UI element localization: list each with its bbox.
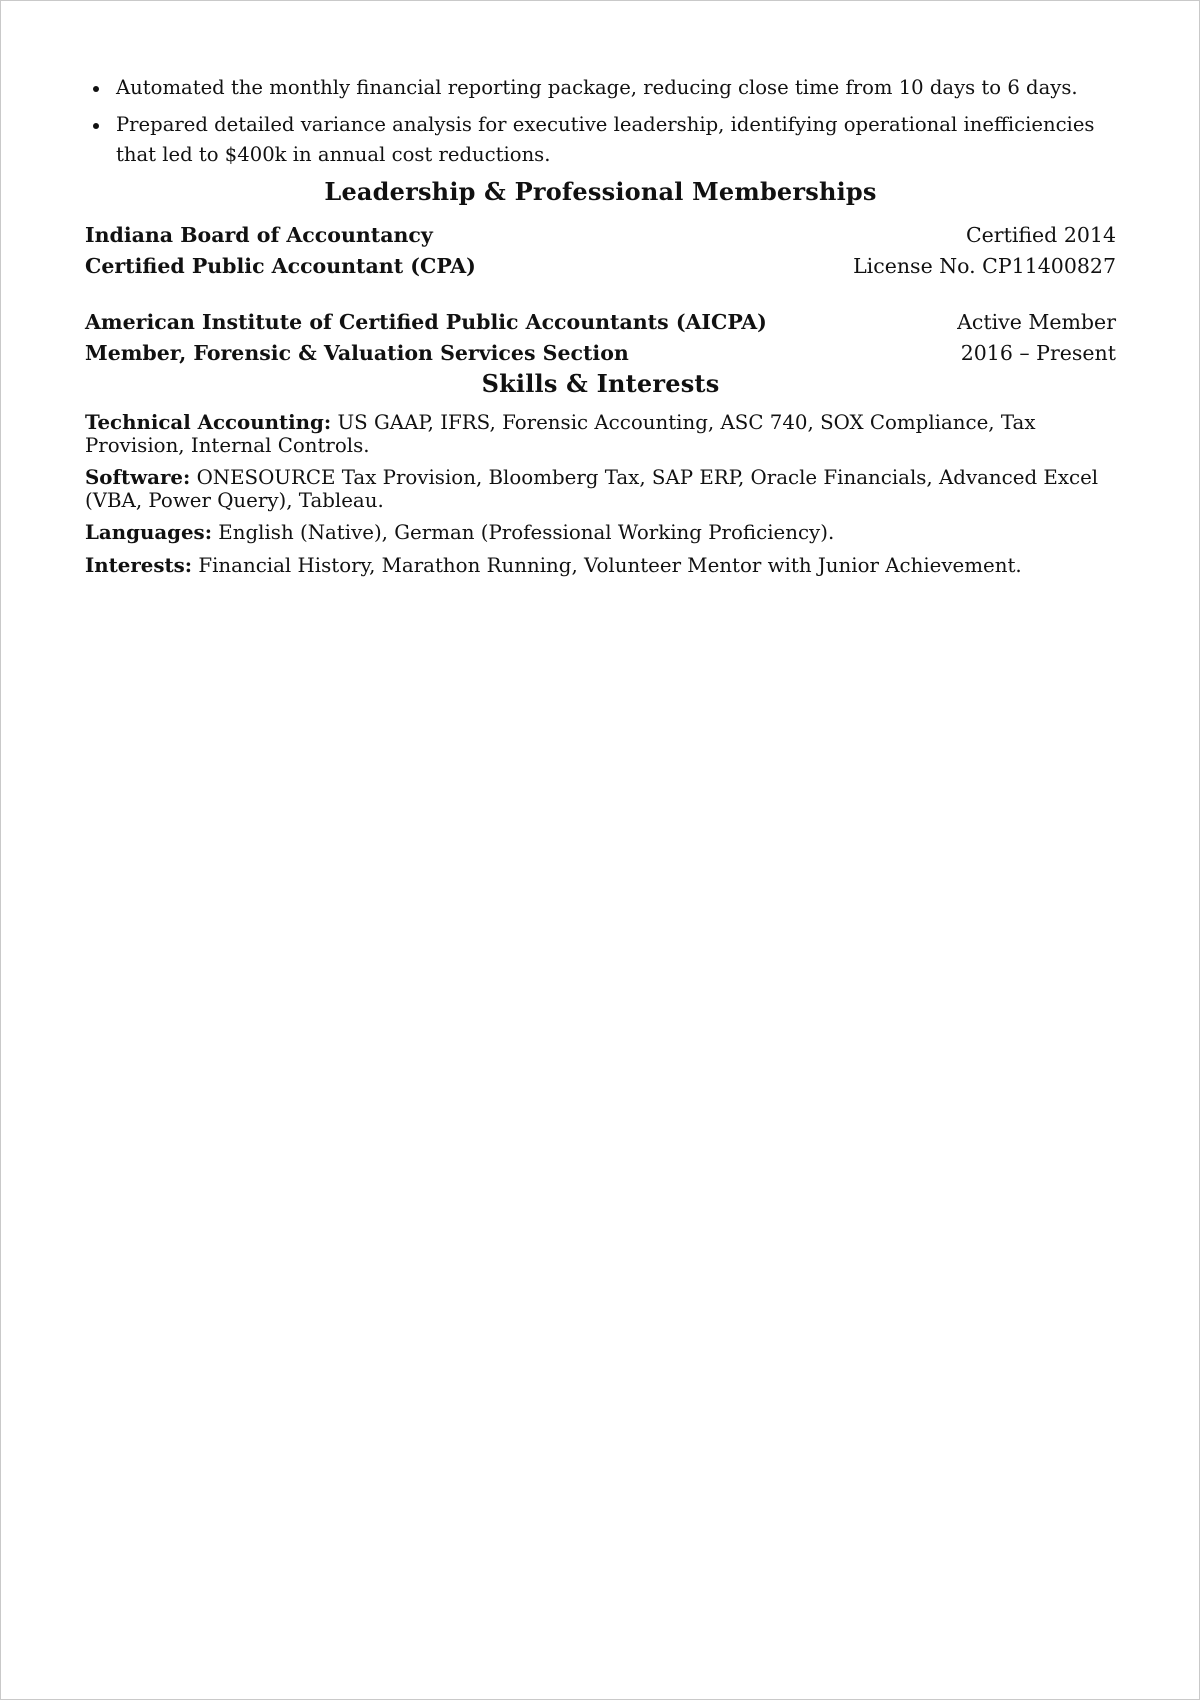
bullet-dot-icon [93, 123, 99, 129]
skill-value: US GAAP, IFRS, Forensic Accounting, ASC 740, SOX Compliance, Tax Provision, Internal Controls. [85, 411, 1036, 457]
bullet-text: Prepared detailed variance analysis for executive leadership, identifying operational inefficiencies that led to $400k in annual cost reductions. [116, 113, 1095, 166]
membership-role: Certified Public Accountant (CPA) [85, 254, 476, 278]
skill-line-software [85, 466, 1116, 512]
skill-value: English (Native), German (Professional Working Proficiency). [218, 521, 835, 544]
membership-role-detail: 2016 – Present [960, 341, 1116, 365]
membership-role-row [85, 251, 1116, 282]
membership-org: Indiana Board of Accountancy [85, 223, 433, 247]
skills-list [85, 411, 1116, 577]
skill-line-languages [85, 521, 1116, 545]
leadership-section-title: Leadership & Professional Memberships [324, 177, 877, 206]
membership-entry [85, 307, 1116, 369]
membership-org: American Institute of Certified Public Accountants (AICPA) [85, 310, 767, 334]
skill-value: Financial History, Marathon Running, Volunteer Mentor with Junior Achievement. [198, 553, 1022, 577]
skill-label: Languages: [85, 520, 212, 544]
skill-line-technical [85, 411, 1116, 457]
skill-value: ONESOURCE Tax Provision, Bloomberg Tax, SAP ERP, Oracle Financials, Advanced Excel (VBA, Power Query), Tableau. [85, 466, 1099, 512]
skill-label: Technical Accounting: [85, 410, 332, 434]
skill-label: Software: [85, 465, 191, 489]
skill-label: Interests: [85, 552, 193, 577]
skills-section-title: Skills & Interests [481, 369, 720, 398]
membership-role: Member, Forensic & Valuation Services Section [85, 341, 629, 365]
membership-org-row [85, 220, 1116, 251]
skill-line-interests [85, 554, 1116, 578]
bullet-text: Automated the monthly financial reporting package, reducing close time from 10 days to 6 days. [116, 76, 1078, 99]
membership-role-row [85, 338, 1116, 369]
experience-bullet [116, 73, 1116, 103]
membership-role-detail: License No. CP11400827 [853, 254, 1116, 278]
membership-org-row [85, 307, 1116, 338]
membership-entry [85, 220, 1116, 282]
membership-org-detail: Certified 2014 [965, 223, 1116, 247]
experience-bullet [116, 110, 1116, 170]
bullet-dot-icon [93, 86, 99, 92]
experience-bullet-list [85, 73, 1116, 170]
membership-org-detail: Active Member [957, 310, 1116, 334]
resume-content [85, 73, 1116, 586]
